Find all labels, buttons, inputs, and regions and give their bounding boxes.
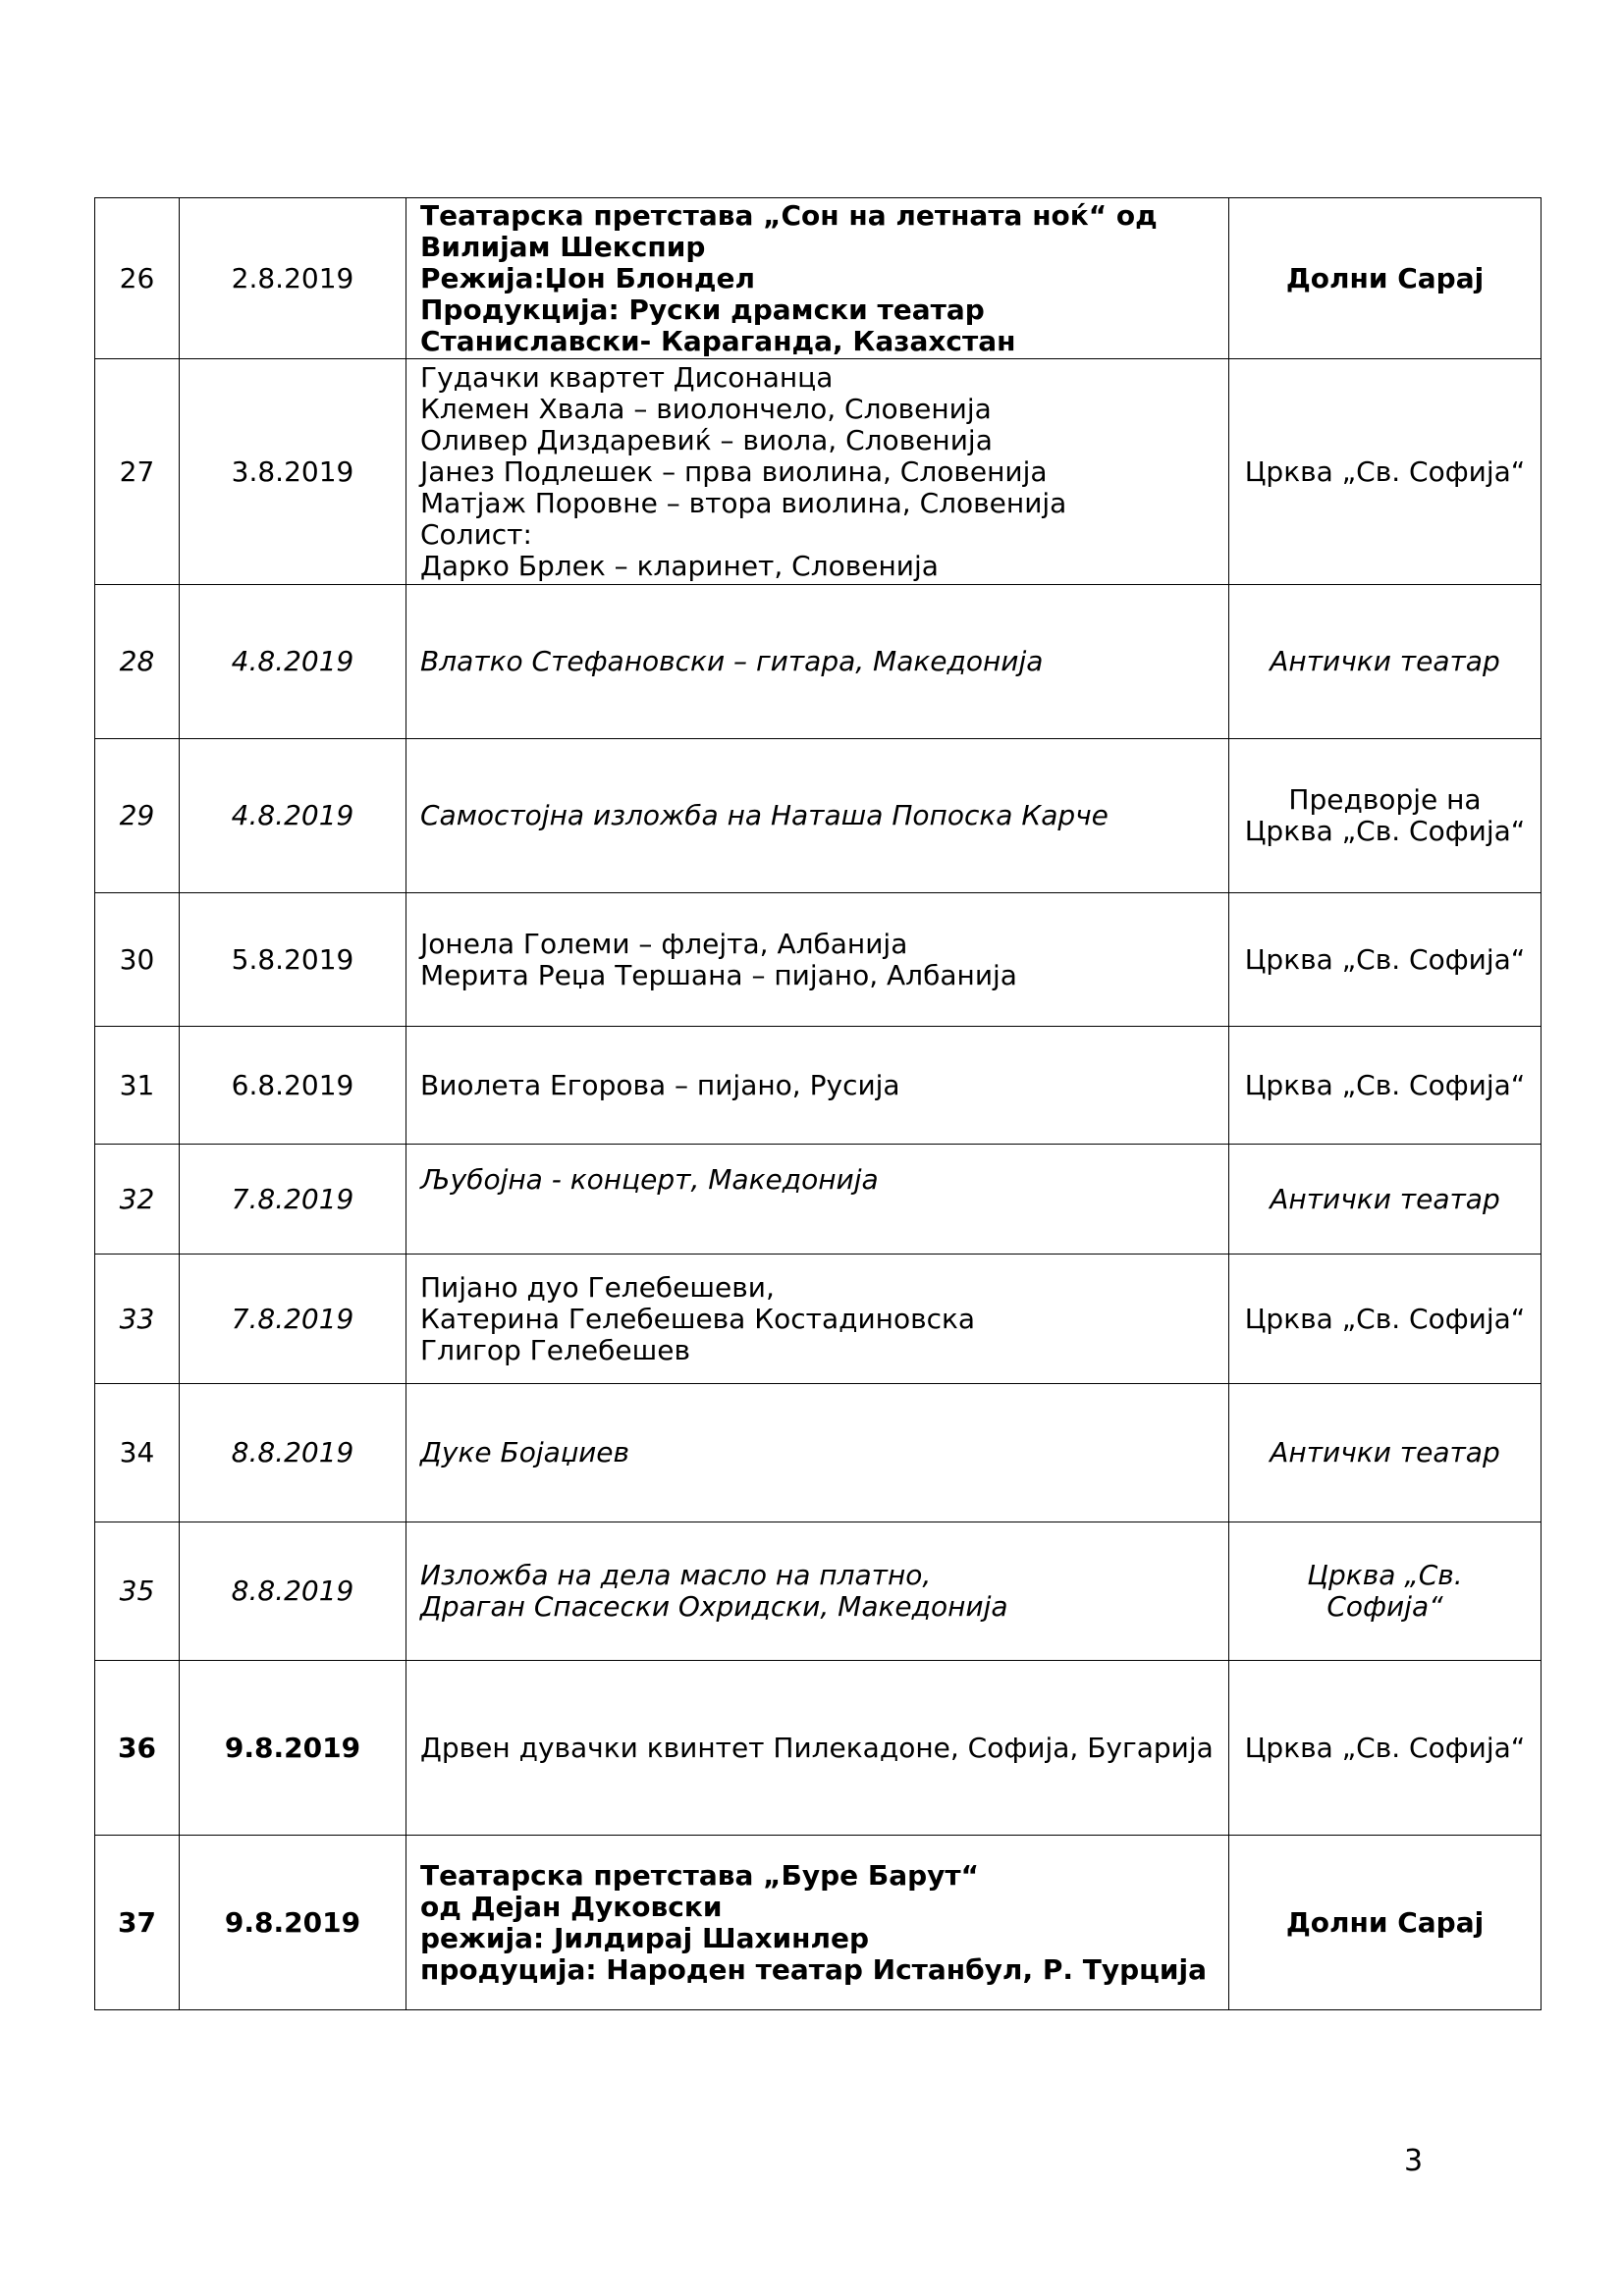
- row-number: 33: [95, 1255, 180, 1384]
- row-date: 8.8.2019: [180, 1522, 406, 1661]
- venue-line: Антички театар: [1270, 645, 1500, 677]
- venue-line: Долни Сарај: [1285, 1905, 1485, 1939]
- event-line: Мерита Реџа Тершана – пијано, Албанија: [420, 958, 1017, 991]
- event-line: Изложба на дела масло на платно,: [420, 1559, 932, 1591]
- table-row: [95, 359, 1542, 585]
- schedule-table: [94, 197, 1542, 2010]
- venue-line: Црква „Св. Софија“: [1244, 942, 1526, 976]
- event-cell: [406, 1522, 1229, 1661]
- event-cell: [406, 1027, 1229, 1145]
- event-cell: [406, 1255, 1229, 1384]
- event-cell: [406, 1661, 1229, 1836]
- row-number: 34: [95, 1384, 180, 1522]
- event-line: Станиславски- Караганда, Казахстан: [420, 324, 1016, 357]
- event-line: режија: Јилдирај Шахинлер: [420, 1921, 870, 1954]
- event-line: Драган Спасески Охридски, Македонија: [420, 1590, 1008, 1623]
- event-line: Театарска претстава „Буре Барут“: [420, 1858, 980, 1892]
- venue-line: Предворје на: [1288, 783, 1482, 816]
- venue-cell: [1229, 1836, 1542, 2010]
- event-line: Катерина Гелебешева Костадиновска: [420, 1302, 976, 1335]
- event-line: Гудачки квартет Дисонанца: [420, 360, 834, 394]
- event-cell: [406, 893, 1229, 1027]
- event-line: Јанез Подлешек – прва виолина, Словенија: [420, 454, 1048, 488]
- table-row: [95, 1145, 1542, 1255]
- venue-line: Антички театар: [1270, 1436, 1500, 1468]
- event-cell: [406, 1145, 1229, 1255]
- event-cell: [406, 1384, 1229, 1522]
- venue-line: Антички театар: [1270, 1182, 1500, 1215]
- venue-cell: [1229, 1661, 1542, 1836]
- event-line: Дуке Бојаџиев: [420, 1436, 629, 1468]
- venue-cell: [1229, 585, 1542, 739]
- event-line: Оливер Диздаревиќ – виола, Словенија: [420, 423, 993, 456]
- row-date: 6.8.2019: [180, 1027, 406, 1145]
- row-number: 37: [95, 1836, 180, 2010]
- table-row: [95, 1522, 1542, 1661]
- venue-cell: [1229, 1145, 1542, 1255]
- event-line: Продукција: Руски драмски театар: [420, 293, 985, 326]
- table-row: [95, 1384, 1542, 1522]
- event-line: Виолета Егорова – пијано, Русија: [420, 1068, 900, 1101]
- venue-cell: [1229, 1027, 1542, 1145]
- venue-cell: [1229, 198, 1542, 359]
- page-number: 3: [1404, 2144, 1424, 2178]
- venue-cell: [1229, 359, 1542, 585]
- venue-line: Црква „Св. Софија“: [1244, 1731, 1526, 1764]
- event-line: Режија:Џон Блондел: [420, 261, 755, 294]
- row-date: 4.8.2019: [180, 585, 406, 739]
- table-row: [95, 1027, 1542, 1145]
- event-cell: [406, 585, 1229, 739]
- venue-cell: [1229, 1384, 1542, 1522]
- row-date: 2.8.2019: [180, 198, 406, 359]
- event-cell: [406, 739, 1229, 893]
- row-date: 7.8.2019: [180, 1255, 406, 1384]
- table-row: [95, 1255, 1542, 1384]
- table-row: [95, 1661, 1542, 1836]
- table-row: [95, 1836, 1542, 2010]
- row-date: 9.8.2019: [180, 1661, 406, 1836]
- event-cell: [406, 198, 1229, 359]
- event-line: Влатко Стефановски – гитара, Македонија: [420, 645, 1044, 677]
- event-line: Јонела Големи – флејта, Албанија: [420, 927, 908, 960]
- row-date: 3.8.2019: [180, 359, 406, 585]
- event-line: Дарко Брлек – кларинет, Словенија: [420, 549, 939, 582]
- event-line: Клемен Хвала – виолончело, Словенија: [420, 392, 992, 425]
- row-number: 31: [95, 1027, 180, 1145]
- table-row: [95, 198, 1542, 359]
- venue-line: Софија“: [1326, 1590, 1443, 1623]
- event-line: Глигор Гелебешев: [420, 1333, 690, 1366]
- venue-cell: [1229, 1255, 1542, 1384]
- venue-cell: [1229, 739, 1542, 893]
- row-number: 35: [95, 1522, 180, 1661]
- venue-line: Црква „Св. Софија“: [1244, 1302, 1526, 1335]
- venue-line: Црква „Св.: [1307, 1559, 1463, 1591]
- event-line: продуција: Народен театар Истанбул, Р. Турција: [420, 1952, 1207, 1986]
- venue-line: Црква „Св. Софија“: [1244, 454, 1526, 488]
- row-number: 27: [95, 359, 180, 585]
- event-line: Љубојна - концерт, Македонија: [420, 1163, 879, 1196]
- table-row: [95, 585, 1542, 739]
- event-line: Самостојна изложба на Наташа Попоска Карче: [420, 799, 1109, 831]
- event-line: Матјаж Поровне – втора виолина, Словенија: [420, 486, 1067, 519]
- table-row: [95, 739, 1542, 893]
- row-date: 8.8.2019: [180, 1384, 406, 1522]
- venue-cell: [1229, 1522, 1542, 1661]
- row-date: 5.8.2019: [180, 893, 406, 1027]
- event-cell: [406, 1836, 1229, 2010]
- row-number: 28: [95, 585, 180, 739]
- venue-cell: [1229, 893, 1542, 1027]
- row-number: 30: [95, 893, 180, 1027]
- event-cell: [406, 359, 1229, 585]
- row-number: 36: [95, 1661, 180, 1836]
- venue-line: Црква „Св. Софија“: [1244, 815, 1526, 847]
- venue-line: Црква „Св. Софија“: [1244, 1068, 1526, 1101]
- row-number: 32: [95, 1145, 180, 1255]
- row-date: 7.8.2019: [180, 1145, 406, 1255]
- row-date: 9.8.2019: [180, 1836, 406, 2010]
- row-number: 29: [95, 739, 180, 893]
- event-line: Театарска претстава „Сон на летната ноќ“ од: [420, 198, 1158, 232]
- event-line: Дрвен дувачки квинтет Пилекадоне, Софија, Бугарија: [420, 1731, 1214, 1764]
- event-line: Солист:: [420, 517, 532, 551]
- venue-line: Долни Сарај: [1285, 261, 1485, 294]
- row-date: 4.8.2019: [180, 739, 406, 893]
- event-line: Вилијам Шекспир: [420, 230, 706, 263]
- event-line: од Дејан Дуковски: [420, 1890, 723, 1923]
- event-line: Пијано дуо Гелебешеви,: [420, 1270, 775, 1304]
- table-row: [95, 893, 1542, 1027]
- row-number: 26: [95, 198, 180, 359]
